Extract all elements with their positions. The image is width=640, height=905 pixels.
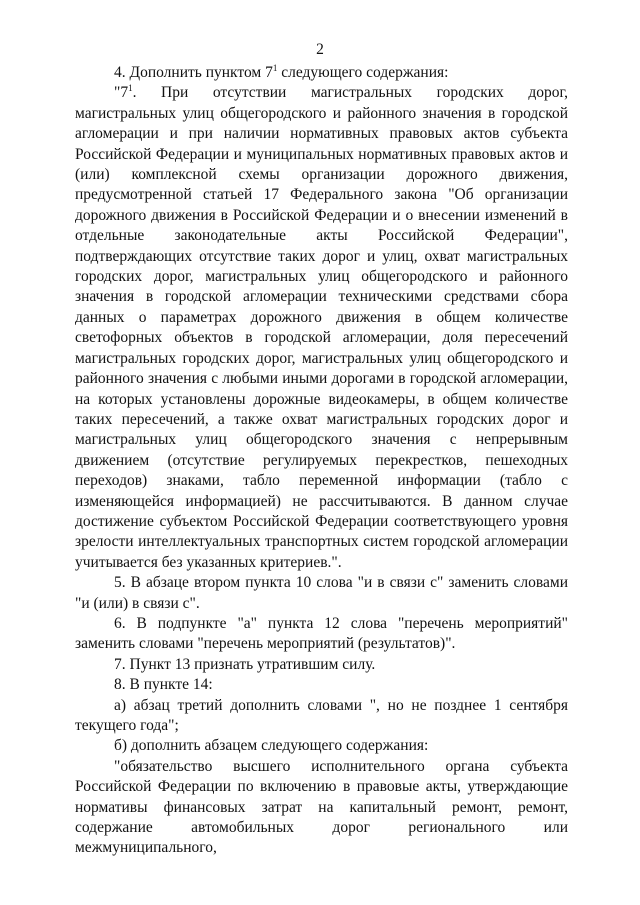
document-body	[75, 63, 568, 859]
paragraph-subitem-b: б) дополнить абзацем следующего содержания:	[114, 737, 429, 755]
page-number: 2	[316, 41, 324, 58]
paragraph-text: "7	[114, 84, 129, 102]
paragraph-text: . При отсутствии магистральных городских дорог, магистральных улиц общегородского и районного значения в городской агломерации и при наличии нормативных правовых актов субъекта Российской Федерации и муниципальных нормативных правовых актов и (или) комплексной схемы организации дорожного движения, предусмотренной статьей 17 Федерального закона "Об организации дорожного движения в Российской Федерации и о внесении изменений в отдельные законодательные акты Российской Федерации", подтверждающих отсутствие таких дорог и улиц, охват магистральных городских дорог, магистральных улиц общегородского и районного значения в городской агломерации техническими средствами сбора данных о параметрах дорожного движения в общем количестве светофорных объектов в городской агломерации, доля пересечений магистральных городских дорог, магистральных улиц общегородского и районного значения с любыми иными дорогами в городской агломерации, на которых установлены дорожные видеокамеры, в общем количестве таких пересечений, а также охват магистральных городских дорог и магистральных улиц общегородского значения с непрерывным движением (отсутствие регулируемых перекрестков, пешеходных переходов) знаками, табло переменной информации (табло с изменяющейся информацией) не рассчитываются. В данном случае достижение субъектом Российской Федерации соответствующего уровня зрелости интеллектуальных транспортных систем городской агломерации учитывается без указанных критериев.".	[75, 84, 568, 571]
paragraph-item-6: 6. В подпункте "а" пункта 12 слова "перечень мероприятий" заменить словами "перечень мероприятий (результатов)".	[75, 614, 568, 653]
paragraph-text: следующего содержания:	[277, 64, 449, 81]
paragraph-item-7: 7. Пункт 13 признать утратившим силу.	[114, 655, 376, 673]
paragraph-item-5: 5. В абзаце втором пункта 10 слова "и в связи с" заменить словами "и (или) в связи с".	[75, 574, 568, 612]
paragraph-text: 4. Дополнить пунктом 7	[114, 64, 273, 81]
paragraph-subitem-a: а) абзац третий дополнить словами ", но не позднее 1 сентября текущего года";	[75, 696, 568, 734]
paragraph-7-1	[75, 83, 568, 573]
paragraph-quoted: "обязательство высшего исполнительного органа субъекта Российской Федерации по включению в правовые акты, утверждающие нормативы финансовых затрат на капитальный ремонт, ремонт, содержание автомобильных дорог регионального или межмуниципального,	[75, 757, 568, 857]
paragraph-item-4	[75, 63, 568, 83]
superscript: 1	[272, 63, 278, 73]
superscript: 1	[128, 83, 133, 94]
paragraph-item-8: 8. В пункте 14:	[114, 676, 213, 694]
